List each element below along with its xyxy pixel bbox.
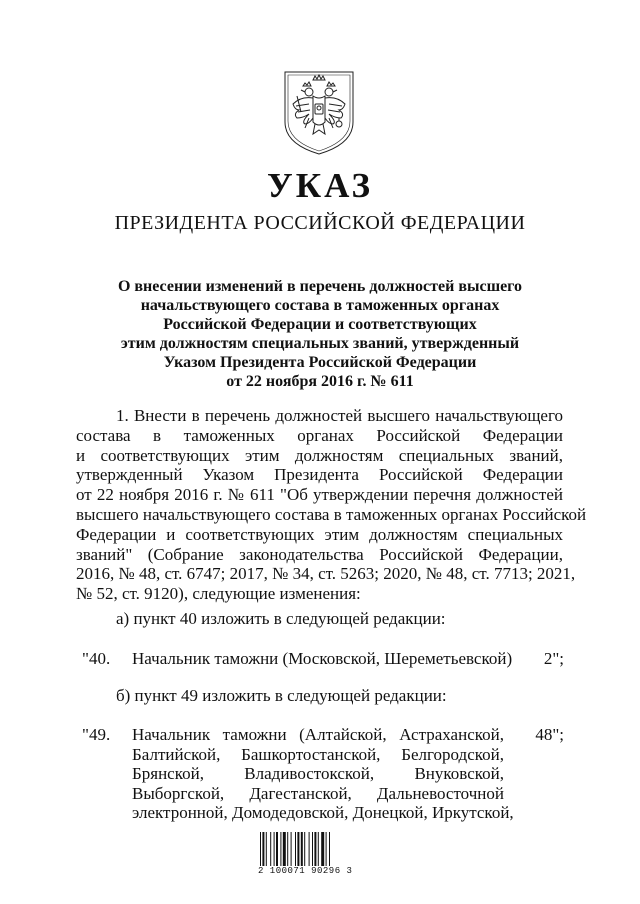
barcode-bar (301, 832, 303, 866)
entry-line: Балтийской, Башкортостанской, Белгородской, (132, 744, 504, 764)
barcode (258, 832, 364, 866)
paragraph-line: 1. Внести в перечень должностей высшего начальствующего (116, 406, 563, 425)
barcode-bar (321, 832, 324, 866)
item-b: б) пункт 49 изложить в следующей редакции: (116, 686, 447, 705)
barcode-bar (287, 832, 288, 866)
barcode-bar (266, 832, 267, 866)
entry-number: "49. (82, 725, 111, 744)
barcode-bar (304, 832, 305, 866)
barcode-bar (283, 832, 286, 866)
entry-line: электронной, Домодедовской, Донецкой, Иркутской, (132, 803, 514, 823)
paragraph-line: званий" (Собрание законодательства Российской Федерации, (76, 544, 563, 564)
paragraph-line: и соответствующих этим должностям специальных званий, (76, 445, 563, 465)
barcode-bar (291, 832, 292, 866)
barcode-bar (295, 832, 296, 866)
document-title: УКАЗ (267, 166, 373, 205)
barcode-bar (329, 832, 330, 866)
barcode-bar (280, 832, 281, 866)
barcode-bar (309, 832, 310, 866)
barcode-bar (260, 832, 261, 866)
coat-of-arms-emblem (279, 66, 359, 156)
barcode-bar (274, 832, 275, 866)
entry-line: Начальник таможни (Алтайской, Астраханской, (132, 725, 504, 744)
paragraph-line: № 52, ст. 9120), следующие изменения: (76, 584, 361, 604)
barcode-bar (262, 832, 264, 866)
heading-line: Указом Президента Российской Федерации (163, 354, 477, 371)
entry-line: Выборгской, Дагестанской, Дальневосточной (132, 783, 504, 803)
paragraph-line: состава в таможенных органах Российской Федерации (76, 425, 563, 445)
document-subtitle: ПРЕЗИДЕНТА РОССИЙСКОЙ ФЕДЕРАЦИИ (114, 212, 526, 234)
paragraph-line: высшего начальствующего состава в таможенных органах Российской (76, 504, 587, 524)
paragraph-line: Федерации и соответствующих этим должностям специальных (76, 524, 563, 544)
item-a: а) пункт 40 изложить в следующей редакции: (116, 609, 446, 628)
heading-line: от 22 ноября 2016 г. № 611 (226, 373, 414, 390)
heading-line: этим должностям специальных званий, утвержденный (120, 335, 520, 352)
barcode-bar (326, 832, 327, 866)
paragraph-line: от 22 ноября 2016 г. № 611 "Об утверждении перечня должностей (76, 485, 563, 505)
decree-heading (80, 277, 560, 391)
paragraph-line: 2016, № 48, ст. 6747; 2017, № 34, ст. 5263; 2020, № 48, ст. 7713; 2021, (76, 564, 576, 584)
heading-line: Российской Федерации и соответствующих (163, 316, 477, 333)
paragraph-1 (76, 406, 587, 604)
barcode-bar (314, 832, 316, 866)
entry-number: "40. (82, 649, 111, 668)
barcode-number: 2 100071 90296 3 (258, 866, 353, 876)
barcode-bar (270, 832, 271, 866)
barcode-bar (276, 832, 278, 866)
barcode-bar (312, 832, 313, 866)
barcode-bar (297, 832, 299, 866)
entry-value: 48"; (535, 725, 564, 744)
entry-line: Брянской, Владивостокской, Внуковской, (132, 764, 504, 784)
paragraph-line: утвержденный Указом Президента Российской Федерации (76, 465, 563, 485)
barcode-bar (318, 832, 319, 866)
entry-text: Начальник таможни (Московской, Шереметьевской) (132, 649, 513, 668)
heading-line: начальствующего состава в таможенных органах (140, 297, 500, 314)
heading-line: О внесении изменений в перечень должностей высшего (117, 278, 523, 295)
entry-text (132, 725, 514, 823)
entry-value: 2"; (543, 649, 564, 668)
